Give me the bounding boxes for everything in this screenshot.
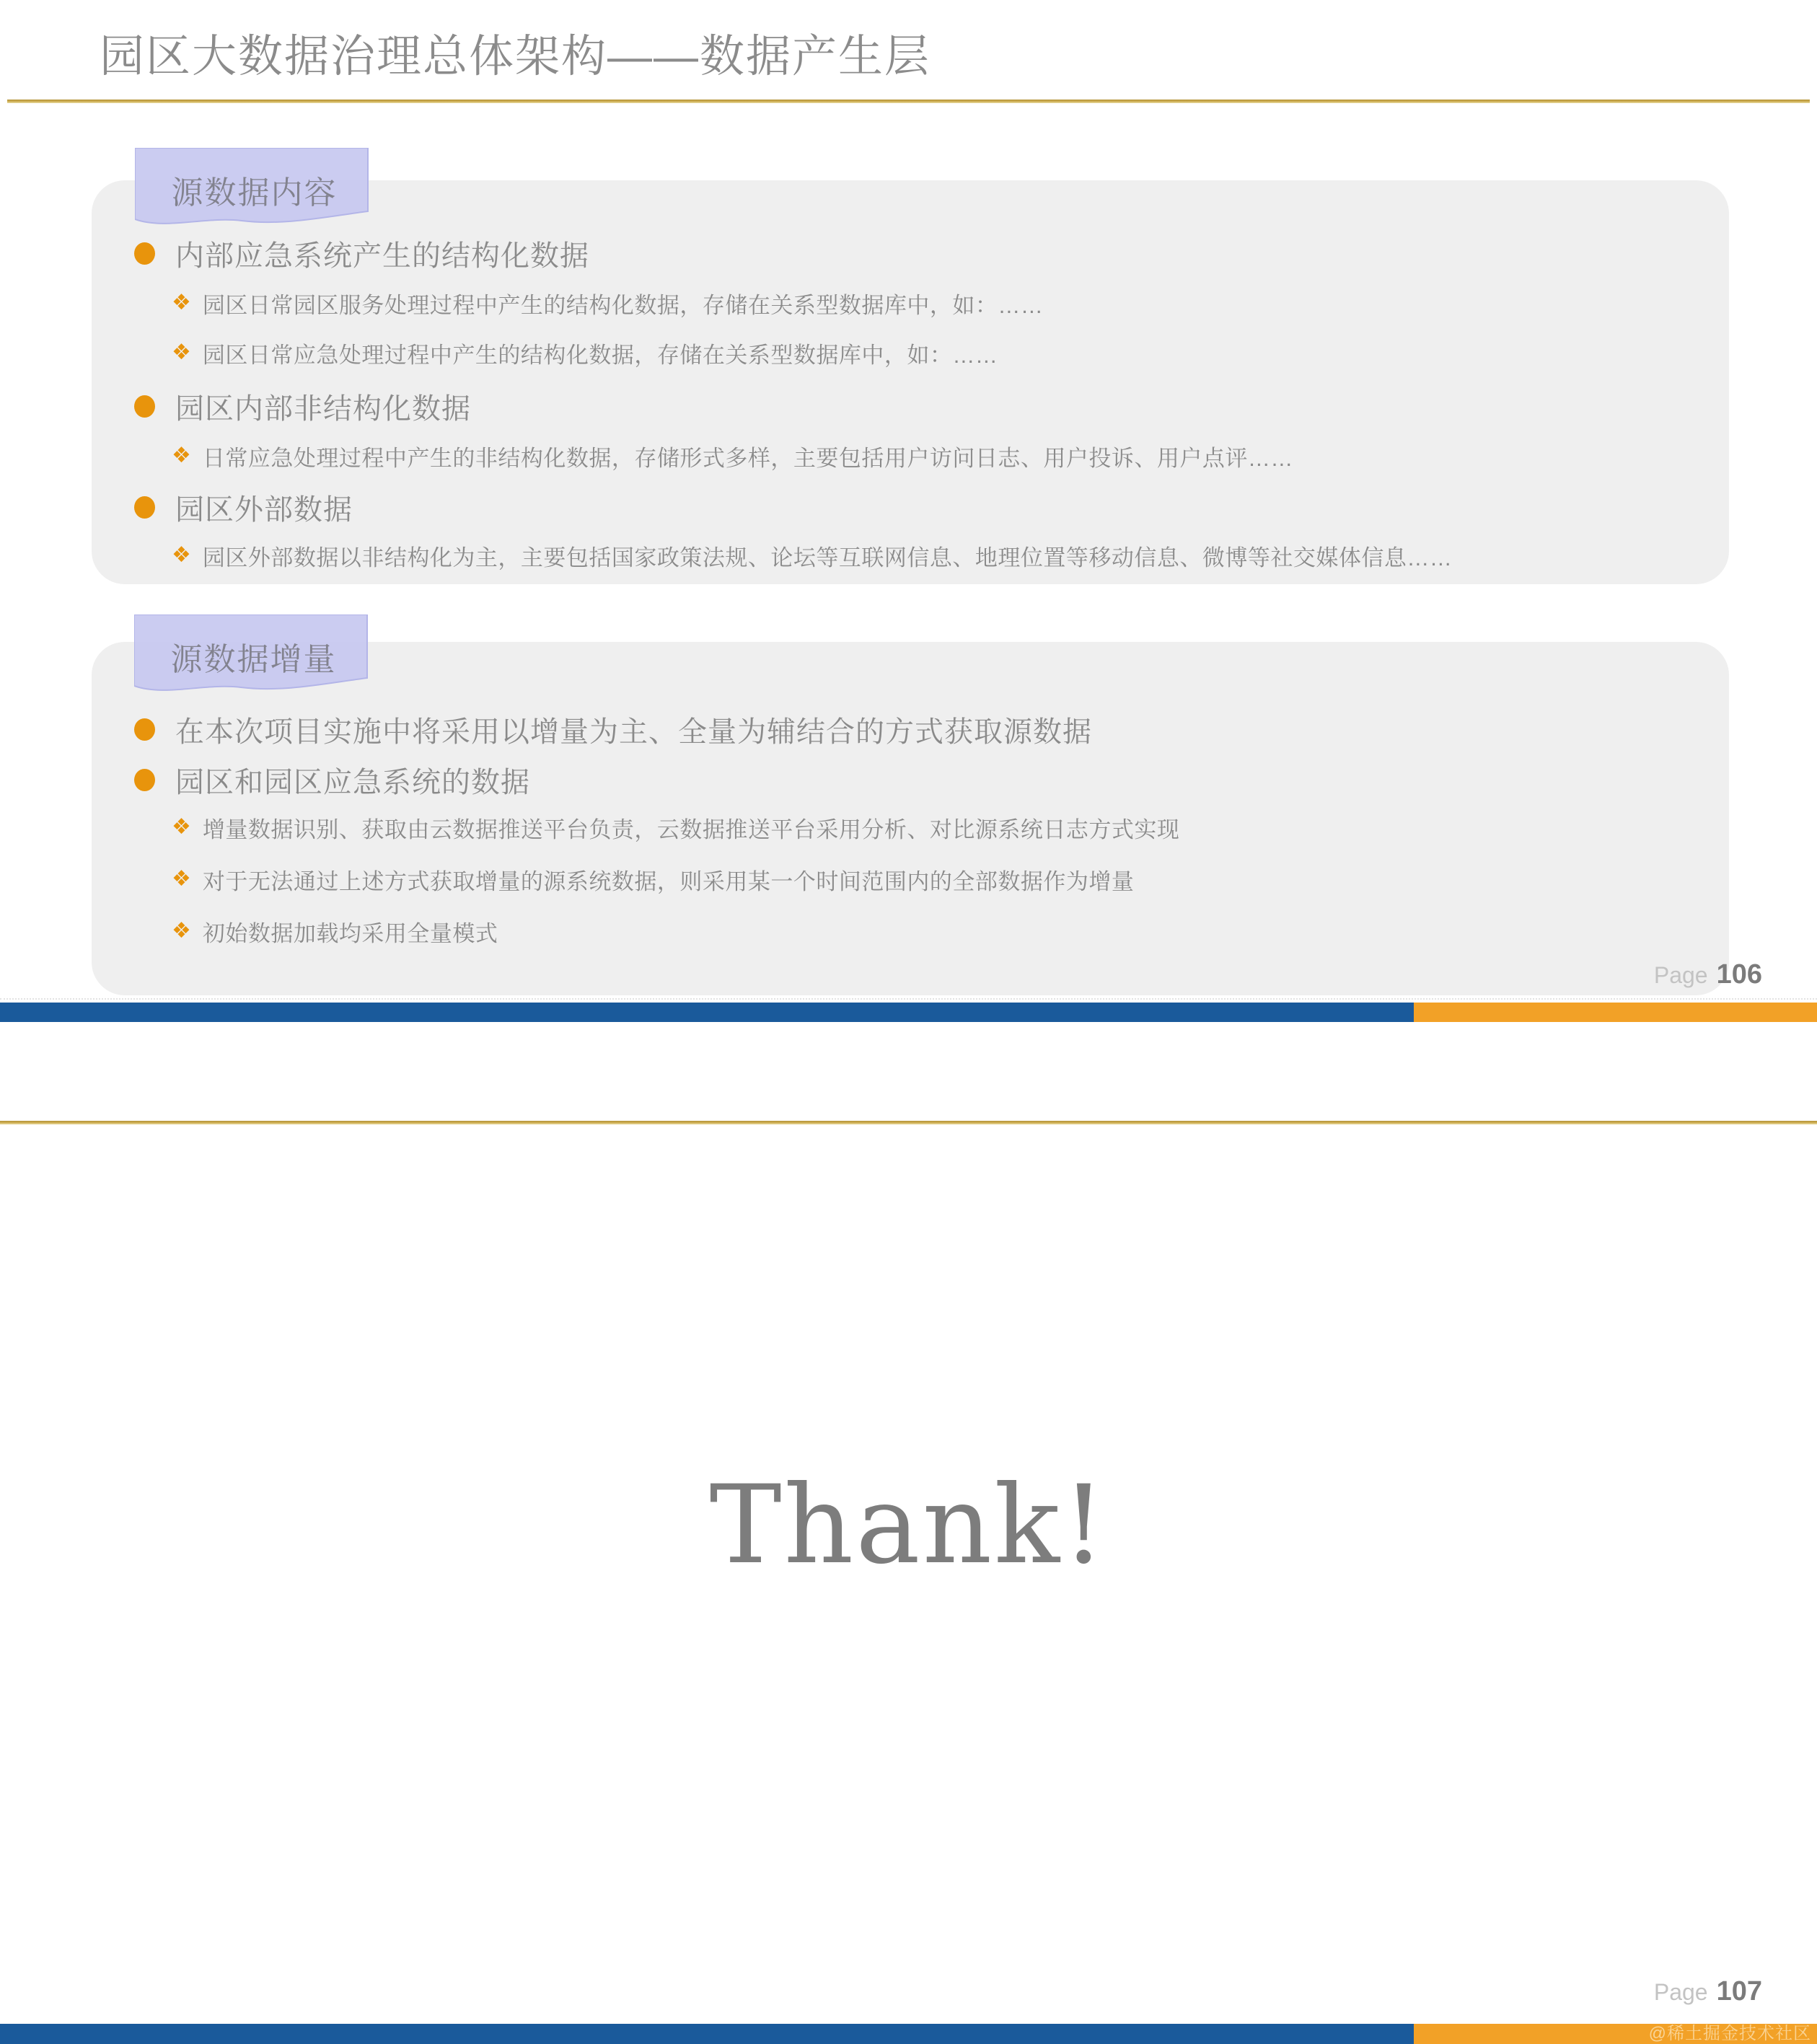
circle-bullet-icon xyxy=(134,718,155,741)
diamond-bullet-icon: ❖ xyxy=(172,444,191,467)
list-item xyxy=(134,234,589,272)
list-subitem-text: 园区外部数据以非结构化为主，主要包括国家政策法规、论坛等互联网信息、地理位置等移动信息、微博等社交媒体信息…… xyxy=(202,545,1453,571)
page-number: 106 xyxy=(1716,959,1762,990)
diamond-bullet-icon: ❖ xyxy=(172,340,191,364)
diamond-bullet-icon: ❖ xyxy=(172,291,191,314)
title-underline xyxy=(7,100,1810,103)
list-item-text: 园区外部数据 xyxy=(175,493,353,526)
circle-bullet-icon xyxy=(134,395,155,418)
diamond-bullet-icon: ❖ xyxy=(172,543,191,567)
list-subitem-text: 对于无法通过上述方式获取增量的源系统数据，则采用某一个时间范围内的全部数据作为增量 xyxy=(202,868,1135,894)
list-item xyxy=(134,761,530,798)
page-indicator xyxy=(1654,1976,1762,2007)
circle-bullet-icon xyxy=(134,242,155,265)
footer-accent-bar xyxy=(0,1003,1817,1022)
title-underline xyxy=(0,1121,1817,1124)
circle-bullet-icon xyxy=(134,496,155,519)
diamond-bullet-icon: ❖ xyxy=(172,815,191,839)
list-subitem xyxy=(172,916,498,946)
section-label-source-increment xyxy=(134,614,373,700)
list-subitem-text: 初始数据加载均采用全量模式 xyxy=(202,920,498,946)
circle-bullet-icon xyxy=(134,769,155,791)
list-item xyxy=(134,710,1092,748)
list-subitem xyxy=(172,441,1293,471)
list-subitem-text: 日常应急处理过程中产生的非结构化数据，存储形式多样，主要包括用户访问日志、用户投诉、用户点评…… xyxy=(202,445,1293,471)
list-subitem xyxy=(172,338,998,368)
footer-accent-bar xyxy=(0,2024,1817,2044)
diamond-bullet-icon: ❖ xyxy=(172,919,191,943)
list-item xyxy=(134,387,471,425)
page-number: 107 xyxy=(1716,1976,1762,2006)
section-label-text: 源数据增量 xyxy=(170,642,337,677)
list-item-text: 内部应急系统产生的结构化数据 xyxy=(175,239,589,272)
diamond-bullet-icon: ❖ xyxy=(172,867,191,891)
list-item-text: 园区内部非结构化数据 xyxy=(175,392,471,425)
list-subitem xyxy=(172,812,1179,842)
list-subitem xyxy=(172,864,1134,894)
page-word: Page xyxy=(1653,962,1708,988)
list-subitem xyxy=(172,540,1452,571)
section-label-source-content xyxy=(135,148,374,233)
list-subitem-text: 园区日常园区服务处理过程中产生的结构化数据，存储在关系型数据库中，如：…… xyxy=(202,292,1044,318)
section-label-text: 源数据内容 xyxy=(171,175,338,211)
footer-accent-bar-orange xyxy=(1414,1003,1817,1022)
list-item-text: 在本次项目实施中将采用以增量为主、全量为辅结合的方式获取源数据 xyxy=(175,715,1092,748)
list-subitem xyxy=(172,288,1043,318)
list-subitem-text: 园区日常应急处理过程中产生的结构化数据，存储在关系型数据库中，如：…… xyxy=(202,342,998,368)
list-item-text: 园区和园区应急系统的数据 xyxy=(175,766,530,798)
list-subitem-text: 增量数据识别、获取由云数据推送平台负责，云数据推送平台采用分析、对比源系统日志方式实现 xyxy=(202,816,1180,842)
thank-you-text: Thank! xyxy=(709,1463,1108,1588)
watermark-text: @稀土掘金技术社区 xyxy=(1648,2024,1811,2043)
page-word: Page xyxy=(1653,1979,1708,2005)
slide-title: 园区大数据治理总体架构——数据产生层 xyxy=(100,32,931,82)
slide-boundary-line xyxy=(0,998,1817,1000)
list-item xyxy=(134,488,353,526)
page-indicator xyxy=(1654,959,1762,990)
